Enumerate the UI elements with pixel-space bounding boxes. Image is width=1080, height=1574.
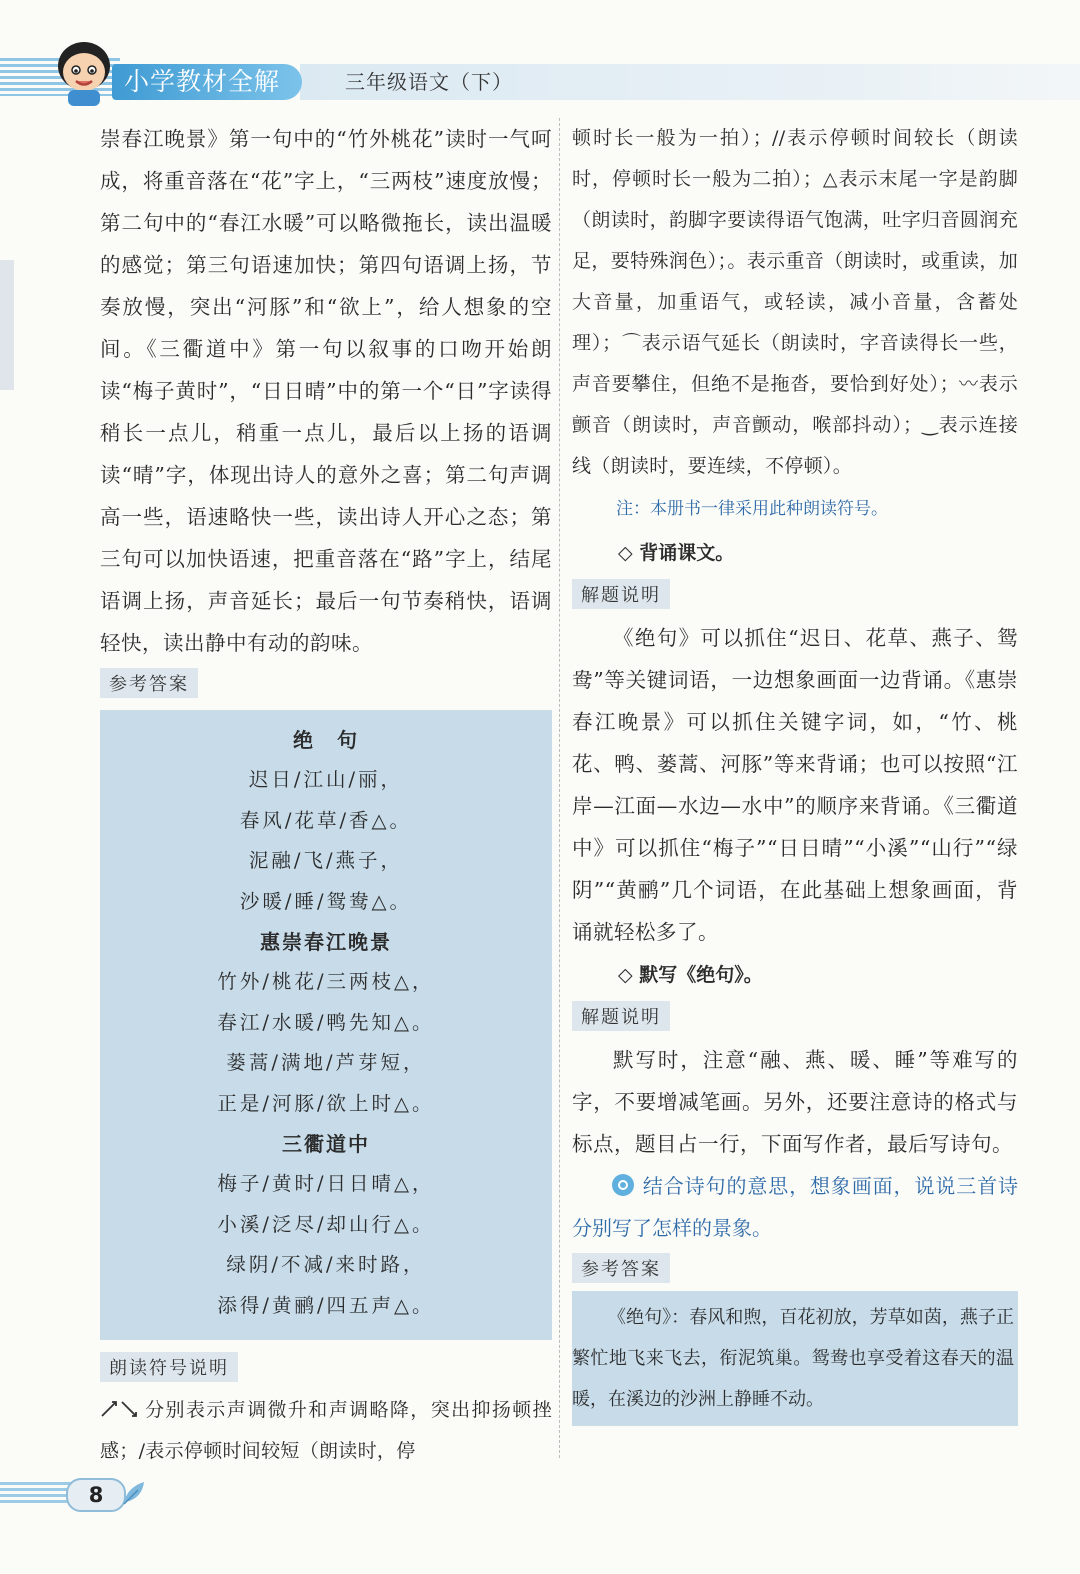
answer-tag: 参考答案 bbox=[572, 1253, 670, 1283]
task-question bbox=[572, 1165, 1018, 1249]
symbols-tag: 朗读符号说明 bbox=[100, 1352, 238, 1382]
poem-line: 迟日/江山/丽， bbox=[248, 768, 404, 791]
poem-line: 沙暖/睡/鸳鸯△。 bbox=[239, 889, 413, 913]
poem-line: 蒌蒿/满地/芦芽短， bbox=[226, 1051, 426, 1074]
note-text: 注：本册书一律采用此种朗读符号。 bbox=[616, 499, 888, 519]
margin-band bbox=[0, 260, 14, 390]
question-recite: ◇ 背诵课文。 bbox=[618, 542, 735, 564]
poem-box bbox=[100, 710, 552, 1340]
poem-line: 泥融/飞/燕子， bbox=[248, 849, 404, 872]
poem-title: 绝 句 bbox=[293, 728, 359, 752]
poem-jueju bbox=[100, 720, 552, 922]
poem-title: 惠崇春江晚景 bbox=[260, 930, 392, 954]
page-header bbox=[0, 0, 1080, 110]
explain-tag: 解题说明 bbox=[572, 579, 670, 609]
answer-text: 《绝句》：春风和煦，百花初放，芳草如茵，燕子正繁忙地飞来飞去，衔泥筑巢。鸳鸯也享受着这春天的温暖，在溪边的沙洲上静睡不动。 bbox=[572, 1307, 1014, 1410]
question-dictation: ◇ 默写《绝句》。 bbox=[618, 964, 763, 986]
dictation-paragraph: 默写时，注意“融、燕、暖、睡”等难写的字，不要增减笔画。另外，还要注意诗的格式与标点，题目占一行，下面写作者，最后写诗句。 bbox=[572, 1048, 1018, 1156]
answer-tag: 参考答案 bbox=[100, 668, 198, 698]
explain-tag: 解题说明 bbox=[572, 1001, 670, 1031]
book-title: 三年级语文（下） bbox=[345, 70, 513, 94]
recite-paragraph: 《绝句》可以抓住“迟日、花草、燕子、鸳鸯”等关键词语，一边想象画面一边背诵。《惠崇春江晚景》可以抓住关键字词，如，“竹、桃花、鸭、蒌蒿、河豚”等来背诵；也可以按照“江岸—江面—水边—水中”的顺序来背诵。《三衢道中》可以抓住“梅子”“日日晴”“小溪”“山行”“绿阴”“黄鹂”几个词语，在此基础上想象画面，背诵就轻松多了。 bbox=[572, 626, 1018, 944]
brand-label: 小学教材全解 bbox=[112, 64, 302, 100]
poem-line: 春江/水暖/鸭先知△。 bbox=[217, 1010, 435, 1034]
poem-line: 添得/黄鹂/四五声△。 bbox=[217, 1293, 435, 1317]
left-column bbox=[100, 118, 552, 1472]
reading-guide-paragraph: 崇春江晚景》第一句中的“竹外桃花”读时一气呵成，将重音落在“花”字上，“三两枝”速度放慢；第二句中的“春江水暖”可以略微拖长，读出温暖的感觉；第三句语速加快；第四句语调上扬，节奏放慢，突出“河豚”和“欲上”，给人想象的空间。《三衢道中》第一句以叙事的口吻开始朗读“梅子黄时”，“日日晴”中的第一个“日”字读得稍长一点儿，稍重一点儿，最后以上扬的语调读“晴”字，体现出诗人的意外之喜；第二句声调高一些，语速略快一些，读出诗人开心之态；第三句可以加快语速，把重音落在“路”字上，结尾语调上扬，声音延长；最后一句节奏稍快，语调轻快，读出静中有动的韵味。 bbox=[100, 127, 552, 655]
poem-line: 竹外/桃花/三两枝△， bbox=[217, 970, 435, 993]
page-footer bbox=[0, 1476, 200, 1512]
leaf-icon bbox=[120, 1478, 150, 1508]
symbols-continued-paragraph: 顿时长一般为一拍）；//表示停顿时间较长（朗读时，停顿时长一般为二拍）；△表示末尾一字是韵脚（朗读时，韵脚字要读得语气饱满，吐字归音圆润充足，要特殊润色）；。表示重音（朗读时，或重读，加大音量，加重语气，或轻读，减小音量，含蓄处理）；⌒表示语气延长（朗读时，字音读得长一些，声音要攀住，但绝不是拖沓，要恰到好处）；〰表示颤音（朗读时，声音颤动，喉部抖动）；‿表示连接线（朗读时，要连续，不停顿）。 bbox=[572, 127, 1018, 477]
rise-fall-symbol-icon bbox=[100, 1398, 144, 1420]
answer-box bbox=[572, 1291, 1018, 1426]
column-divider bbox=[559, 118, 560, 1458]
poem-line: 春风/花草/香△。 bbox=[239, 808, 413, 832]
right-column bbox=[572, 118, 1018, 1426]
poem-line: 小溪/泛尽/却山行△。 bbox=[217, 1212, 435, 1236]
poem-line: 正是/河豚/欲上时△。 bbox=[217, 1091, 435, 1115]
poem-huichong bbox=[100, 922, 552, 1124]
task-text: 结合诗句的意思，想象画面，说说三首诗分别写了怎样的景象。 bbox=[572, 1174, 1018, 1240]
symbols-paragraph bbox=[100, 1390, 552, 1472]
page-number: 8 bbox=[66, 1478, 126, 1512]
poem-title: 三衢道中 bbox=[282, 1132, 370, 1156]
poem-sanqu bbox=[100, 1124, 552, 1326]
poem-line: 梅子/黄时/日日晴△， bbox=[217, 1172, 435, 1195]
poem-line: 绿阴/不减/来时路， bbox=[226, 1253, 426, 1276]
task-icon bbox=[612, 1174, 634, 1196]
symbols-text: 分别表示声调微升和声调略降，突出抑扬顿挫感；/表示停顿时间较短（朗读时，停 bbox=[100, 1399, 552, 1462]
